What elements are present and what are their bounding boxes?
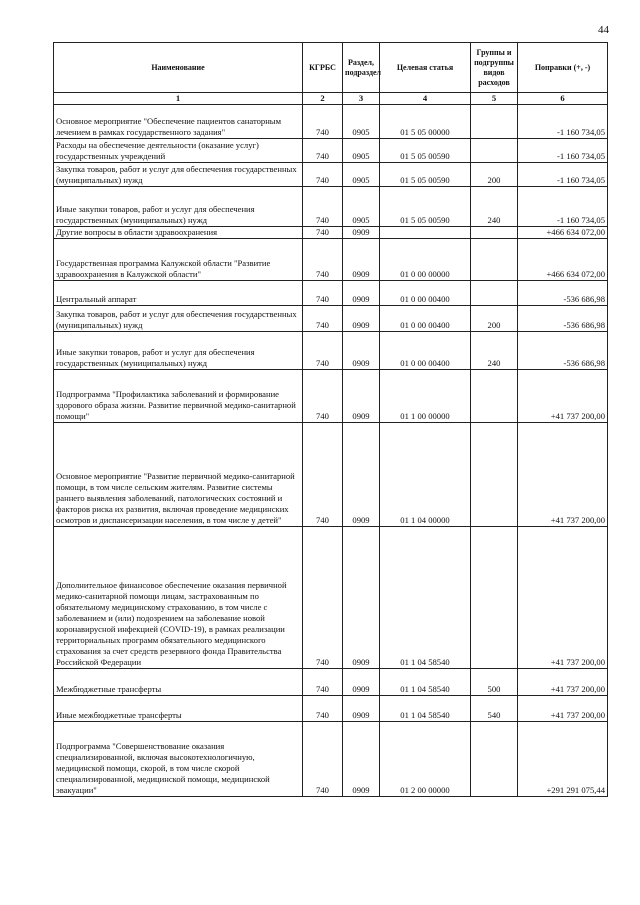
row-kgrbs: 740 [303,187,343,227]
row-target: 01 0 00 00000 [380,239,471,281]
row-name: Дополнительное финансовое обеспечение оказания первичной медико-санитарной помощи лицам, застрахованным по обязательному медицинскому страхованию, в том числе с заболеванием и (или) подозрением на заболевание новой коронавирусной инфекцией (COVID-19), в рамках реализации территориальных программ обязательного медицинского страхования за счет средств резервного фонда Правительства Российской Федерации [54,527,303,669]
row-section: 0909 [343,696,380,722]
column-number: 4 [380,93,471,105]
row-name: Закупка товаров, работ и услуг для обеспечения государственных (муниципальных) нужд [54,163,303,187]
row-name: Подпрограмма "Совершенствование оказания специализированной, включая высокотехнологичную, медицинской помощи, скорой, в том числе скорой специализированной, медицинской помощи, медицинской эвакуации" [54,722,303,797]
row-group [471,227,518,239]
table-row [54,187,608,227]
column-number: 3 [343,93,380,105]
row-amount: -1 160 734,05 [518,163,608,187]
row-kgrbs: 740 [303,281,343,306]
row-section: 0909 [343,669,380,696]
row-name: Государственная программа Калужской области "Развитие здравоохранения в Калужской области" [54,239,303,281]
row-section: 0909 [343,722,380,797]
row-amount: -1 160 734,05 [518,187,608,227]
column-number-row [54,93,608,105]
row-name: Закупка товаров, работ и услуг для обеспечения государственных (муниципальных) нужд [54,306,303,332]
row-group [471,722,518,797]
header-groups: Группы и подгруппы видов расходов [471,43,518,93]
row-section: 0909 [343,239,380,281]
table-row [54,281,608,306]
header-amendments: Поправки (+, -) [518,43,608,93]
row-amount: -536 686,98 [518,281,608,306]
column-number: 2 [303,93,343,105]
header-section: Раздел, подраздел [343,43,380,93]
row-amount: +41 737 200,00 [518,669,608,696]
row-amount: -536 686,98 [518,306,608,332]
row-section: 0905 [343,187,380,227]
row-group: 200 [471,306,518,332]
row-kgrbs: 740 [303,527,343,669]
row-amount: -1 160 734,05 [518,105,608,139]
row-name: Иные закупки товаров, работ и услуг для обеспечения государственных (муниципальных) нужд [54,332,303,370]
row-name: Основное мероприятие "Обеспечение пациентов санаторным лечением в рамках государственного задания" [54,105,303,139]
row-name: Расходы на обеспечение деятельности (оказание услуг) государственных учреждений [54,139,303,163]
table-row [54,696,608,722]
row-group [471,105,518,139]
row-kgrbs: 740 [303,423,343,527]
row-amount: -1 160 734,05 [518,139,608,163]
row-kgrbs: 740 [303,163,343,187]
table-row [54,139,608,163]
row-group [471,370,518,423]
column-number: 5 [471,93,518,105]
row-group: 240 [471,332,518,370]
row-section: 0909 [343,423,380,527]
row-target: 01 0 00 00400 [380,281,471,306]
row-amount: +41 737 200,00 [518,696,608,722]
row-group [471,281,518,306]
row-section: 0909 [343,370,380,423]
row-name: Иные закупки товаров, работ и услуг для обеспечения государственных (муниципальных) нужд [54,187,303,227]
row-kgrbs: 740 [303,696,343,722]
table-row [54,227,608,239]
table-row [54,332,608,370]
row-section: 0905 [343,139,380,163]
table-row [54,423,608,527]
column-number: 6 [518,93,608,105]
row-group [471,239,518,281]
table-row [54,105,608,139]
row-section: 0909 [343,281,380,306]
row-amount: +291 291 075,44 [518,722,608,797]
row-kgrbs: 740 [303,722,343,797]
row-name: Подпрограмма "Профилактика заболеваний и формирование здорового образа жизни. Развитие первичной медико-санитарной помощи" [54,370,303,423]
row-kgrbs: 740 [303,332,343,370]
row-target: 01 1 04 58540 [380,527,471,669]
row-target [380,227,471,239]
row-kgrbs: 740 [303,669,343,696]
row-target: 01 5 05 00590 [380,163,471,187]
header-target: Целевая статья [380,43,471,93]
row-group: 200 [471,163,518,187]
row-section: 0905 [343,163,380,187]
row-group [471,527,518,669]
row-target: 01 5 05 00590 [380,187,471,227]
page-number: 44 [598,24,609,36]
row-kgrbs: 740 [303,306,343,332]
table-row [54,306,608,332]
row-section: 0909 [343,527,380,669]
row-kgrbs: 740 [303,239,343,281]
table-header-row [54,43,608,93]
row-name: Иные межбюджетные трансферты [54,696,303,722]
row-kgrbs: 740 [303,227,343,239]
row-group [471,139,518,163]
row-group: 500 [471,669,518,696]
row-target: 01 1 00 00000 [380,370,471,423]
row-kgrbs: 740 [303,139,343,163]
row-kgrbs: 740 [303,105,343,139]
row-section: 0905 [343,105,380,139]
row-target: 01 5 05 00000 [380,105,471,139]
table-row [54,669,608,696]
table-row [54,527,608,669]
table-row [54,239,608,281]
table-row [54,722,608,797]
row-section: 0909 [343,332,380,370]
row-target: 01 1 04 58540 [380,696,471,722]
row-group [471,423,518,527]
row-target: 01 1 04 00000 [380,423,471,527]
row-name: Другие вопросы в области здравоохранения [54,227,303,239]
header-name: Наименование [54,43,303,93]
table-row [54,163,608,187]
column-number: 1 [54,93,303,105]
row-name: Центральный аппарат [54,281,303,306]
row-section: 0909 [343,306,380,332]
row-group: 240 [471,187,518,227]
row-amount: -536 686,98 [518,332,608,370]
row-name: Основное мероприятие "Развитие первичной медико-санитарной помощи, в том числе сельским жителям. Развитие системы раннего выявления заболеваний, патологических состояний и факторов риска их развития, включая проведение медицинских осмотров и диспансеризации населения, в том числе у детей" [54,423,303,527]
row-target: 01 0 00 00400 [380,306,471,332]
table-row [54,370,608,423]
row-target: 01 1 04 58540 [380,669,471,696]
row-target: 01 5 05 00590 [380,139,471,163]
row-amount: +41 737 200,00 [518,370,608,423]
row-amount: +41 737 200,00 [518,423,608,527]
row-group: 540 [471,696,518,722]
row-amount: +466 634 072,00 [518,239,608,281]
row-name: Межбюджетные трансферты [54,669,303,696]
row-target: 01 0 00 00400 [380,332,471,370]
row-section: 0909 [343,227,380,239]
row-amount: +466 634 072,00 [518,227,608,239]
header-kgrbs: КГРБС [303,43,343,93]
row-target: 01 2 00 00000 [380,722,471,797]
row-amount: +41 737 200,00 [518,527,608,669]
budget-amendments-table [53,42,608,797]
row-kgrbs: 740 [303,370,343,423]
